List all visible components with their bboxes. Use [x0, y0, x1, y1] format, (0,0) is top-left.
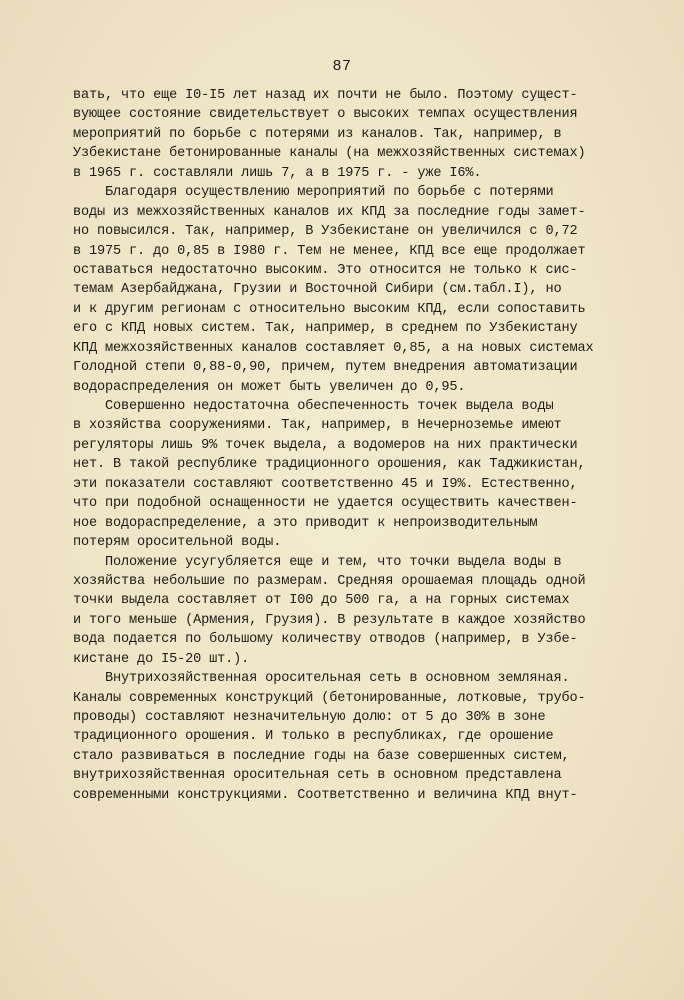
text-line: нет. В такой республике традиционного орошения, как Таджикистан, [73, 457, 586, 473]
text-line: и того меньше (Армения, Грузия). В результате в каждое хозяйство [73, 612, 586, 628]
text-line: воды из межхозяйственных каналов их КПД за последние годы замет- [73, 204, 586, 220]
text-line: традиционного орошения. И только в республиках, где орошение [73, 729, 554, 745]
text-line: его с КПД новых систем. Так, например, в среднем по Узбекистану [73, 321, 578, 337]
body-text [73, 86, 613, 805]
text-line: что при подобной оснащенности не удается осуществить качествен- [73, 496, 578, 512]
text-line: но повысился. Так, например, В Узбекистане он увеличился с 0,72 [73, 224, 578, 240]
text-line: Каналы современных конструкций (бетонированные, лотковые, трубо- [73, 690, 586, 706]
text-line: точки выдела составляет от I00 до 500 га, а на горных системах [73, 593, 570, 609]
text-line: в хозяйства сооружениями. Так, например, в Нечерноземье имеют [73, 418, 562, 434]
text-line: ное водораспределение, а это приводит к непроизводительным [73, 515, 538, 531]
text-line: Внутрихозяйственная оросительная сеть в основном земляная. [73, 671, 570, 687]
text-line: оставаться недостаточно высоким. Это относится не только к сис- [73, 262, 578, 278]
text-line: внутрихозяйственная оросительная сеть в основном представлена [73, 768, 562, 784]
text-line: Узбекистане бетонированные каналы (на межхозяйственных системах) [73, 146, 586, 162]
text-line: водораспределения он может быть увеличен до 0,95. [73, 379, 466, 395]
text-line: стало развиваться в последние годы на базе совершенных систем, [73, 748, 570, 764]
text-line: проводы) составляют незначительную долю: от 5 до 30% в зоне [73, 710, 546, 725]
text-line: потерям оросительной воды. [73, 535, 282, 551]
text-line: вующее состояние свидетельствует о высоких темпах осуществления [73, 107, 578, 123]
text-line: Положение усугубляется еще и тем, что точки выдела воды в [73, 554, 562, 570]
text-line: Совершенно недостаточна обеспеченность точек выдела воды [73, 399, 554, 414]
text-line: регуляторы лишь 9% точек выдела, а водомеров на них практически [73, 437, 578, 453]
text-line: и к другим регионам с относительно высоким КПД, если сопоставить [73, 301, 586, 317]
text-line: современными конструкциями. Соответственно и величина КПД внут- [73, 787, 578, 803]
text-line: темам Азербайджана, Грузии и Восточной Сибири (см.табл.I), но [73, 282, 562, 298]
text-line: мероприятий по борьбе с потерями из каналов. Так, например, в [73, 126, 562, 142]
page-number: 87 [332, 58, 352, 75]
text-line: вать, что еще I0-I5 лет назад их почти не было. Поэтому сущест- [73, 88, 578, 103]
text-line: кистане до I5-20 шт.). [73, 651, 250, 667]
text-line: эти показатели составляют соответственно 45 и I9%. Естественно, [73, 476, 578, 492]
text-line: в 1975 г. до 0,85 в I980 г. Тем не менее, КПД все еще продолжает [73, 243, 586, 259]
text-line: вода подается по большому количеству отводов (например, в Узбе- [73, 632, 578, 648]
text-line: хозяйства небольшие по размерам. Средняя орошаемая площадь одной [73, 573, 586, 589]
text-line: КПД межхозяйственных каналов составляет 0,85, а на новых системах [73, 340, 594, 356]
text-line: в 1965 г. составляли лишь 7, а в 1975 г. - уже I6%. [73, 165, 482, 181]
text-line: Голодной степи 0,88-0,90, причем, путем внедрения автоматизации [73, 360, 578, 376]
text-line: Благодаря осуществлению мероприятий по борьбе с потерями [73, 185, 554, 201]
